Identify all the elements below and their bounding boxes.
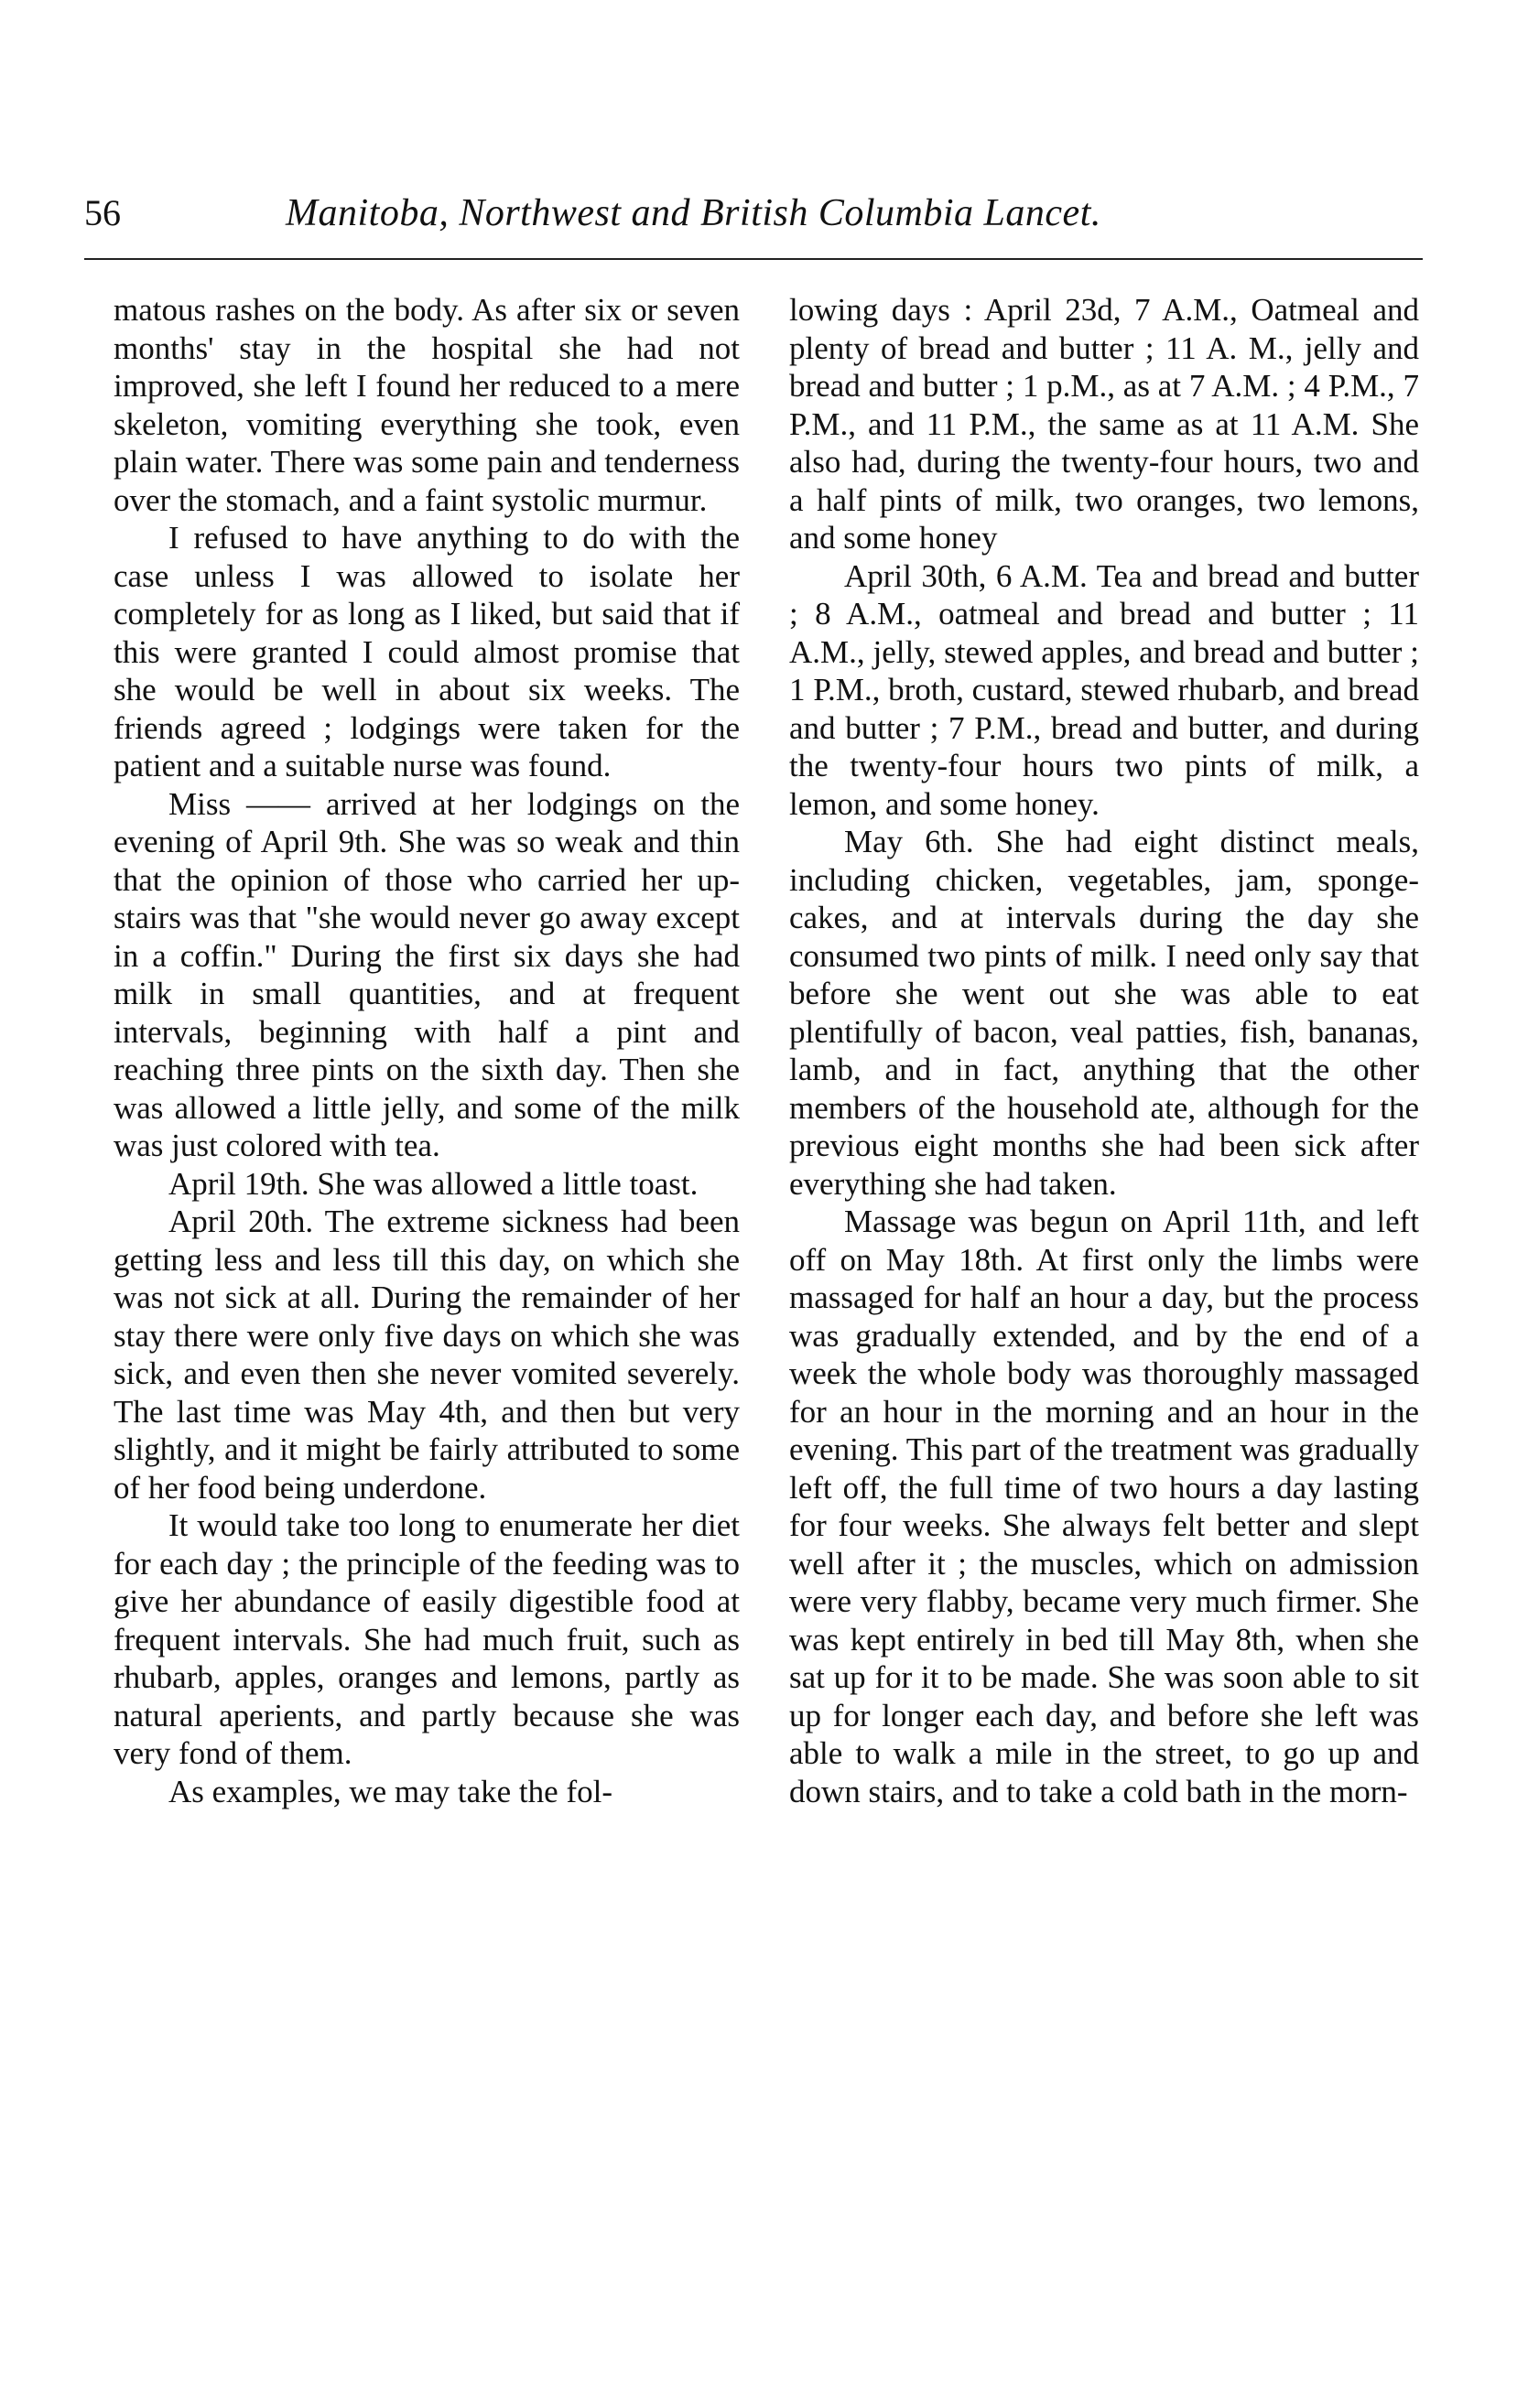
paragraph: April 20th. The extreme sickness had been getting less and less till this day, on which she was not sick at all. During the remainder of her stay there were only five days on which she was sick, and even then she never vomited severely. The last time was May 4th, and then but very slightly, and it might be fairly attributed to some of her food being underdone.	[114, 1204, 740, 1506]
page-number: 56	[84, 192, 121, 233]
left-column	[114, 291, 740, 1810]
paragraph: May 6th. She had eight distinct meals, including chicken, vegetables, jam, sponge-cakes, and at intervals during the day she consumed two pints of milk. I need only say that before she went out she was able to eat plentifully of bacon, veal patties, fish, bananas, lamb, and in fact, anything that the other members of the household ate, although for the previous eight months she had been sick after everything she had taken.	[789, 824, 1419, 1202]
paragraph: April 30th, 6 A.M. Tea and bread and butter ; 8 A.M., oatmeal and bread and butter ; 11 A.M., jelly, stewed apples, and bread and butter ; 1 P.M., broth, custard, stewed rhubarb, and bread and butter ; 7 P.M., bread and butter, and during the twenty-four hours two pints of milk, a lemon, and some honey.	[789, 557, 1419, 822]
paragraph: As examples, we may take the fol-	[168, 1773, 612, 1809]
paragraph: I refused to have anything to do with the case unless I was allowed to isolate her completely for as long as I liked, but said that if this were granted I could almost promise that she would be well in about six weeks. The friends agreed ; lodgings were taken for the patient and a suitable nurse was found.	[114, 520, 740, 783]
paragraph: Miss —— arrived at her lodgings on the evening of April 9th. She was so weak and thin that the opinion of those who carried her up-stairs was that "she would never go away except in a coffin." During the first six days she had milk in small quantities, and at frequent intervals, beginning with half a pint and reaching three pints on the sixth day. Then she was allowed a little jelly, and some of the milk was just colored with tea.	[114, 785, 740, 1163]
paragraph: lowing days : April 23d, 7 A.M., Oatmeal and plenty of bread and butter ; 11 A. M., jelly and bread and butter ; 1 p.M., as at 7 A.M. ; 4 P.M., 7 P.M., and 11 P.M., the same as at 11 A.M. She also had, during the twenty-four hours, two and a half pints of milk, two oranges, two lemons, and some honey	[789, 292, 1419, 556]
running-title: Manitoba, Northwest and British Columbia Lancet.	[286, 192, 1101, 234]
header-rule	[84, 258, 1423, 260]
paragraph: Massage was begun on April 11th, and left off on May 18th. At first only the limbs were massaged for half an hour a day, but the process was gradually extended, and by the end of a week the whole body was thoroughly massaged for an hour in the morning and an hour in the evening. This part of the treatment was gradually left off, the full time of two hours a day lasting for four weeks. She always felt better and slept well after it ; the muscles, which on admission were very flabby, became very much firmer. She was kept entirely in bed till May 8th, when she sat up for it to be made. She was soon able to sit up for longer each day, and before she left was able to walk a mile in the street, to go up and down stairs, and to take a cold bath in the morn-	[789, 1204, 1419, 1809]
paragraph: April 19th. She was allowed a little toast.	[168, 1165, 699, 1202]
page-header	[84, 188, 1421, 252]
paragraph: It would take too long to enumerate her diet for each day ; the principle of the feeding was to give her abundance of easily digestible food at frequent intervals. She had much fruit, such as rhubarb, apples, oranges and lemons, partly as natural aperients, and partly because she was very fond of them.	[114, 1507, 740, 1771]
paragraph: matous rashes on the body. As after six or seven months' stay in the hospital she had not improved, she left I found her reduced to a mere skeleton, vomiting everything she took, even plain water. There was some pain and tenderness over the stomach, and a faint systolic murmur.	[114, 292, 740, 518]
right-column	[789, 291, 1419, 1810]
